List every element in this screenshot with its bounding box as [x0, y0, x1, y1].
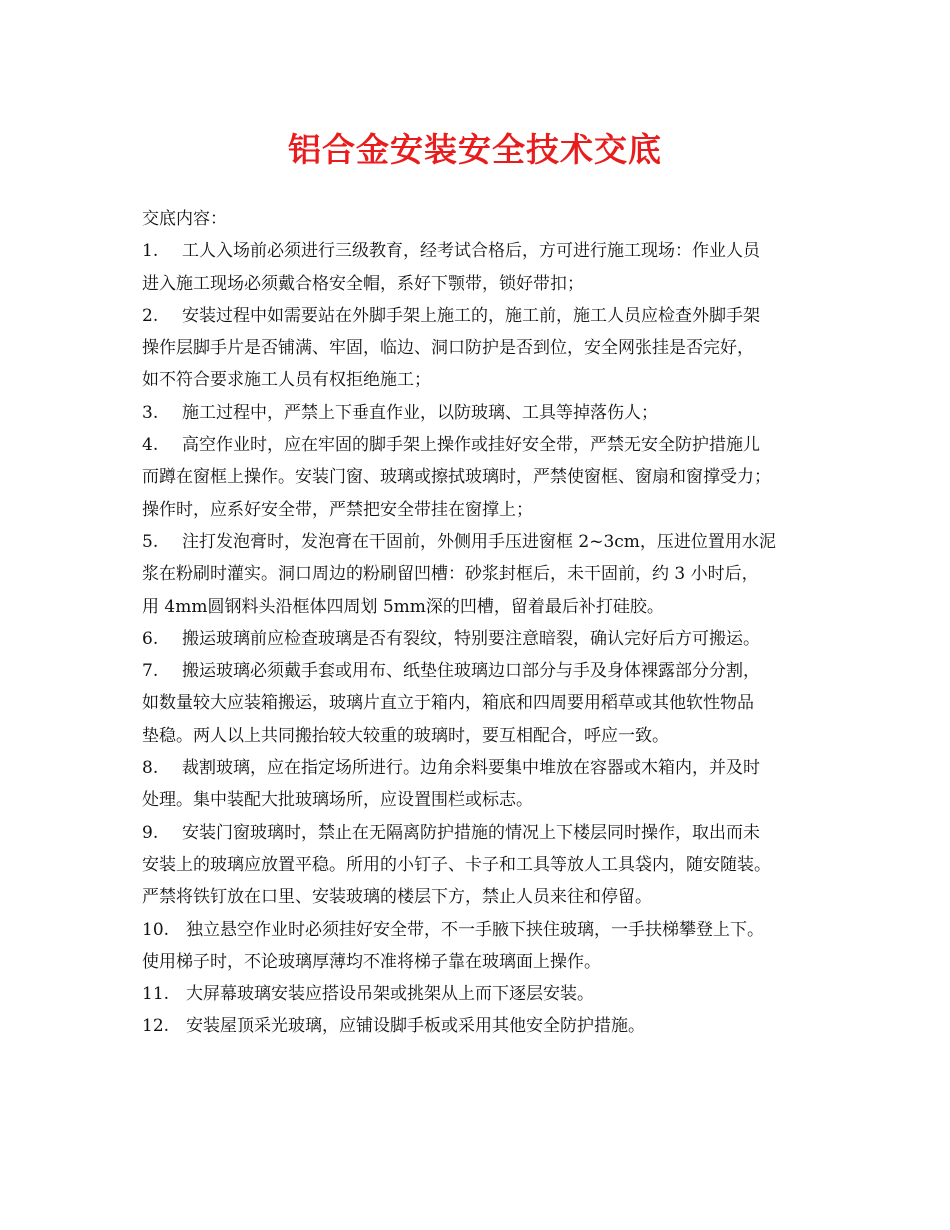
document-body [142, 203, 832, 1043]
list-item-line [142, 752, 832, 784]
item-text: 安装门窗玻璃时，禁止在无隔离防护措施的情况上下楼层同时操作，取出而未 [182, 822, 760, 843]
item-text: 搬运玻璃前应检查玻璃是否有裂纹，特别要注意暗裂，确认完好后方可搬运。 [182, 628, 760, 649]
item-number: 3. [142, 402, 159, 423]
item-text: 注打发泡膏时，发泡膏在干固前，外侧用手压进窗框 2~3cm，压进位置用水泥 [182, 531, 776, 552]
item-number: 9. [142, 822, 159, 843]
item-text: 裁割玻璃，应在指定场所进行。边角余料要集中堆放在容器或木箱内，并及时 [182, 758, 760, 779]
list-item-line [142, 914, 832, 946]
list-item-line [142, 397, 832, 429]
list-item-line [142, 978, 832, 1010]
list-item-line [142, 623, 832, 655]
list-item-line [142, 526, 832, 558]
list-item-line [142, 1010, 832, 1042]
item-number: 5. [142, 531, 159, 552]
list-item-line [142, 687, 832, 719]
item-text: 浆在粉刷时灌实。洞口周边的粉刷留凹槽：砂浆封框后，未干固前，约 3 小时后， [142, 564, 759, 585]
item-text: 安装过程中如需要站在外脚手架上施工的，施工前，施工人员应检查外脚手架 [182, 305, 760, 326]
item-text: 如数量较大应装箱搬运，玻璃片直立于箱内，箱底和四周要用稻草或其他软性物品 [142, 693, 754, 714]
item-text: 使用梯子时，不论玻璃厚薄均不准将梯子靠在玻璃面上操作。 [142, 951, 601, 972]
item-number: 2. [142, 305, 159, 326]
item-text: 施工过程中，严禁上下垂直作业，以防玻璃、工具等掉落伤人； [182, 402, 658, 423]
item-text: 安装上的玻璃应放置平稳。所用的小钉子、卡子和工具等放人工具袋内，随安随装。 [142, 854, 771, 875]
list-item-line [142, 817, 832, 849]
item-text: 如不符合要求施工人员有权拒绝施工； [142, 370, 431, 391]
item-text: 独立悬空作业时必须挂好安全带，不一手腋下挟住玻璃，一手扶梯攀登上下。 [186, 919, 764, 940]
item-number: 7. [142, 661, 159, 682]
list-item-line [142, 655, 832, 687]
item-list [142, 235, 832, 1042]
document-title: 铝合金安装安全技术交底 [288, 130, 662, 169]
list-item-line [142, 591, 832, 623]
item-text: 操作时，应系好安全带，严禁把安全带挂在窗撑上； [142, 499, 533, 520]
item-number: 11. [142, 984, 170, 1005]
list-item-line [142, 849, 832, 881]
item-text: 用 4mm圆钢料头沿框体四周划 5mm深的凹槽，留着最后补打硅胶。 [142, 596, 664, 617]
intro-line: 交底内容： [142, 209, 227, 229]
list-item-line [142, 720, 832, 752]
list-item-line [142, 268, 832, 300]
item-number: 12. [142, 1016, 170, 1037]
item-text: 操作层脚手片是否铺满、牢固，临边、洞口防护是否到位，安全网张挂是否完好， [142, 338, 754, 359]
item-text: 严禁将铁钉放在口里、安装玻璃的楼层下方，禁止人员来往和停留。 [142, 887, 652, 908]
item-text: 工人入场前必须进行三级教育，经考试合格后，方可进行施工现场：作业人员 [182, 241, 760, 262]
list-item-line [142, 461, 832, 493]
item-number: 6. [142, 628, 159, 649]
list-item-line [142, 332, 832, 364]
item-text: 大屏幕玻璃安装应搭设吊架或挑架从上而下逐层安装。 [186, 984, 594, 1005]
list-item-line [142, 558, 832, 590]
list-item-line [142, 300, 832, 332]
list-item-line [142, 429, 832, 461]
item-text: 进入施工现场必须戴合格安全帽，系好下颚带，锁好带扣； [142, 273, 584, 294]
item-text: 搬运玻璃必须戴手套或用布、纸垫住玻璃边口部分与手及身体裸露部分分割， [182, 661, 760, 682]
item-text: 处理。集中装配大批玻璃场所，应设置围栏或标志。 [142, 790, 533, 811]
item-number: 10. [142, 919, 170, 940]
item-text: 安装屋顶采光玻璃，应铺设脚手板或采用其他安全防护措施。 [186, 1016, 645, 1037]
list-item-line [142, 946, 832, 978]
item-text: 而蹲在窗框上操作。安装门窗、玻璃或擦拭玻璃时，严禁使窗框、窗扇和窗撑受力； [142, 467, 771, 488]
item-number: 4. [142, 435, 159, 456]
list-item-line [142, 784, 832, 816]
item-text: 垫稳。两人以上共同搬抬较大较重的玻璃时，要互相配合，呼应一致。 [142, 725, 669, 746]
list-item-line [142, 235, 832, 267]
list-item-line [142, 881, 832, 913]
item-number: 1. [142, 241, 159, 262]
list-item-line [142, 364, 832, 396]
item-text: 高空作业时，应在牢固的脚手架上操作或挂好安全带，严禁无安全防护措施儿 [182, 435, 760, 456]
list-item-line [142, 494, 832, 526]
item-number: 8. [142, 758, 159, 779]
